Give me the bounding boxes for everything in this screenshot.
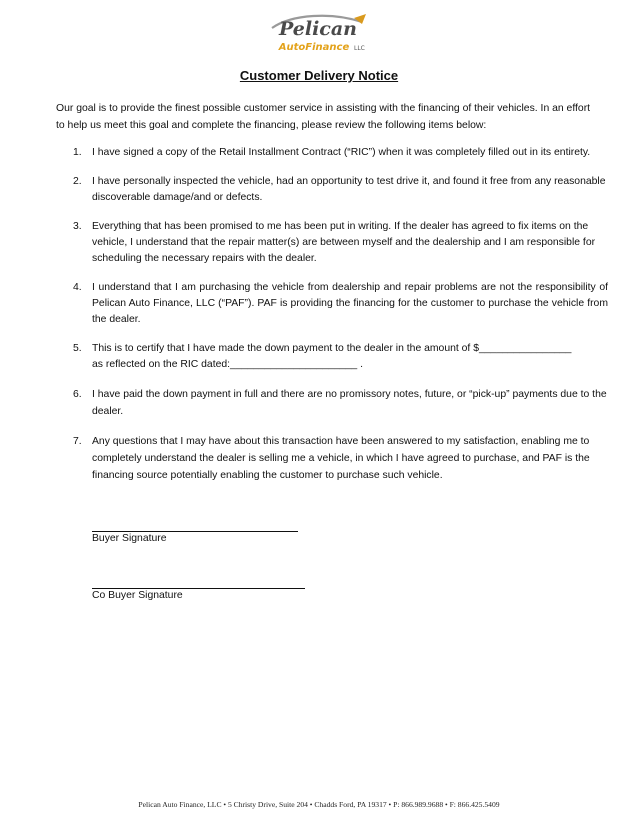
item-number: 1. <box>73 147 82 158</box>
cobuyer-signature-label: Co Buyer Signature <box>92 590 183 601</box>
item-number: 4. <box>73 282 82 293</box>
logo-suffix: LLC <box>354 45 365 52</box>
item-number: 7. <box>73 436 82 447</box>
pelican-logo-graphic <box>262 10 374 56</box>
list-item <box>56 174 608 206</box>
cobuyer-signature-line[interactable] <box>92 588 305 589</box>
list-item <box>56 433 608 484</box>
item-number: 5. <box>73 343 82 354</box>
acknowledgement-list <box>56 145 608 484</box>
logo-subwordmark: AutoFinance <box>278 42 350 53</box>
logo-wordmark: Pelican <box>279 18 357 40</box>
document-title: Customer Delivery Notice <box>239 68 399 83</box>
item-text: I have personally inspected the vehicle, had an opportunity to test drive it, and found it free from any reasonable discoverable damage/and or defects. <box>92 176 606 203</box>
item-text: I have paid the down payment in full and there are no promissory notes, future, or “pick-up” payments due to the dealer. <box>92 389 607 417</box>
item-text-continued: as reflected on the RIC dated:______________________ . <box>92 359 363 370</box>
item-text: Any questions that I may have about this transaction have been answered to my satisfaction, enabling me to completely understand the dealer is selling me a vehicle, in which I have agreed to purchase, and PAF is the financing source potentially enabling the customer to purchase such vehicle. <box>92 436 590 481</box>
item-text: I have signed a copy of the Retail Installment Contract (“RIC”) when it was completely filled out in its entirety. <box>92 147 591 158</box>
list-item <box>56 386 608 420</box>
footer-contact: Pelican Auto Finance, LLC • 5 Christy Drive, Suite 204 • Chadds Ford, PA 19317 • P: 866.989.9688 • F: 866.425.5409 <box>138 800 500 809</box>
item-number: 6. <box>73 389 82 400</box>
intro-paragraph: Our goal is to provide the finest possible customer service in assisting with the financing of their vehicles. In an effort to help us meet this goal and complete the financing, please review the following items below: <box>56 103 591 131</box>
list-item <box>56 219 608 267</box>
item-text: This is to certify that I have made the down payment to the dealer in the amount of $________________ <box>92 343 572 354</box>
item-text: Everything that has been promised to me has been put in writing. If the dealer has agreed to fix items on the vehicle, I understand that the repair matter(s) are between myself and the dealership and I am responsible for scheduling the necessary repairs with the dealer. <box>92 221 596 264</box>
company-logo <box>262 10 374 56</box>
item-number: 2. <box>73 176 82 187</box>
buyer-signature-label: Buyer Signature <box>92 533 167 544</box>
list-item <box>56 145 608 161</box>
list-item <box>56 280 608 328</box>
item-text: I understand that I am purchasing the vehicle from dealership and repair problems are not the responsibility of Pelican Auto Finance, LLC (“PAF”). PAF is providing the financing for the customer to purchase the vehicle from the dealer. <box>92 282 608 325</box>
item-number: 3. <box>73 221 82 232</box>
list-item <box>56 341 608 373</box>
buyer-signature-line[interactable] <box>92 531 298 532</box>
